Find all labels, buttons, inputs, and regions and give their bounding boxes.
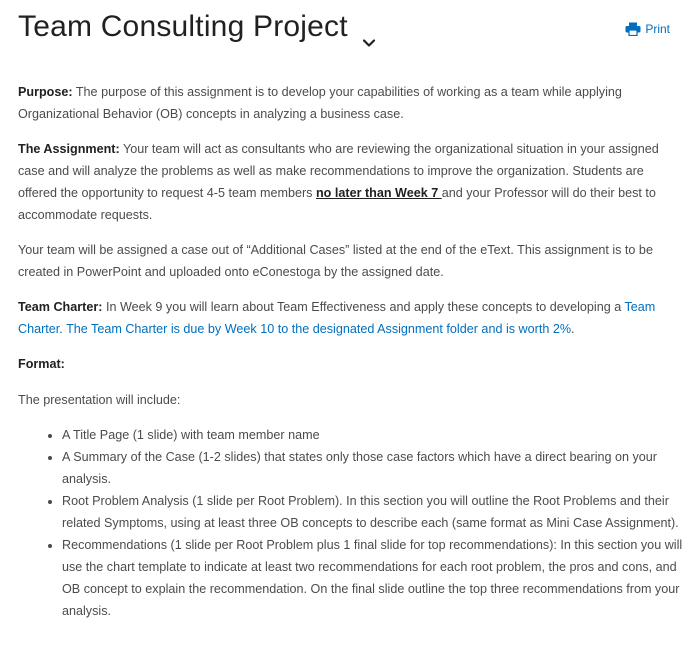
page-title-text: Team Consulting Project (18, 10, 348, 43)
team-charter-text-end: . (571, 322, 575, 336)
list-item: • A Title Page (1 slide) with team member name (62, 424, 686, 446)
format-paragraph (18, 353, 686, 375)
format-intro: The presentation will include: (18, 393, 181, 407)
team-charter-label: Team Charter: (18, 300, 103, 314)
format-list (18, 424, 686, 622)
case-text: Your team will be assigned a case out of “Additional Cases” listed at the end of the eText. This assignment is to be created in PowerPoint and uploaded onto eConestoga by the assigned date. (18, 243, 653, 279)
assignment-paragraph (18, 138, 686, 226)
team-charter-text: In Week 9 you will learn about Team Effectiveness and apply these concepts to developing a (102, 300, 625, 314)
page-header (18, 0, 686, 78)
print-label: Print (645, 22, 670, 36)
assignment-label: The Assignment: (18, 142, 120, 156)
purpose-label: Purpose: (18, 85, 73, 99)
assignment-text: Your team will act as consultants who are reviewing the organizational situation in your assigned case and will analyze the problems as well as make recommendations to improve the organization. Students are offered the opportunity to request 4-5 team members (18, 142, 659, 200)
print-button[interactable] (625, 22, 670, 36)
purpose-paragraph (18, 81, 686, 125)
page-title (18, 10, 376, 44)
format-label: Format: (18, 357, 65, 371)
list-item: • Recommendations (1 slide per Root Problem plus 1 final slide for top recommendations): In this section you will use the chart template to indicate at least two recommendations for each root problem, the pros and cons, and OB concept to explain the recommendation. On the final slide outline the top three recommendations from your analysis. (62, 534, 686, 622)
assignment-text-end: and your Professor will do their best to accommodate requests. (18, 186, 656, 222)
deadline-emphasis: no later than Week 7 (315, 186, 442, 200)
chevron-down-icon[interactable] (362, 24, 376, 38)
list-item: • A Summary of the Case (1-2 slides) that states only those case factors which have a direct bearing on your analysis. (62, 446, 686, 490)
purpose-text: The purpose of this assignment is to develop your capabilities of working as a team while applying Organizational Behavior (OB) concepts in analyzing a business case. (18, 85, 622, 121)
team-charter-paragraph (18, 296, 686, 340)
case-paragraph (18, 239, 686, 283)
printer-icon (625, 22, 641, 36)
team-charter-link[interactable]: Team Charter. The Team Charter is due by Week 10 to the designated Assignment folder and is worth 2% (18, 300, 656, 336)
list-item: • Root Problem Analysis (1 slide per Root Problem). In this section you will outline the Root Problems and their related Symptoms, using at least three OB concepts to describe each (same format as Mini Case Assignment). (62, 490, 686, 534)
